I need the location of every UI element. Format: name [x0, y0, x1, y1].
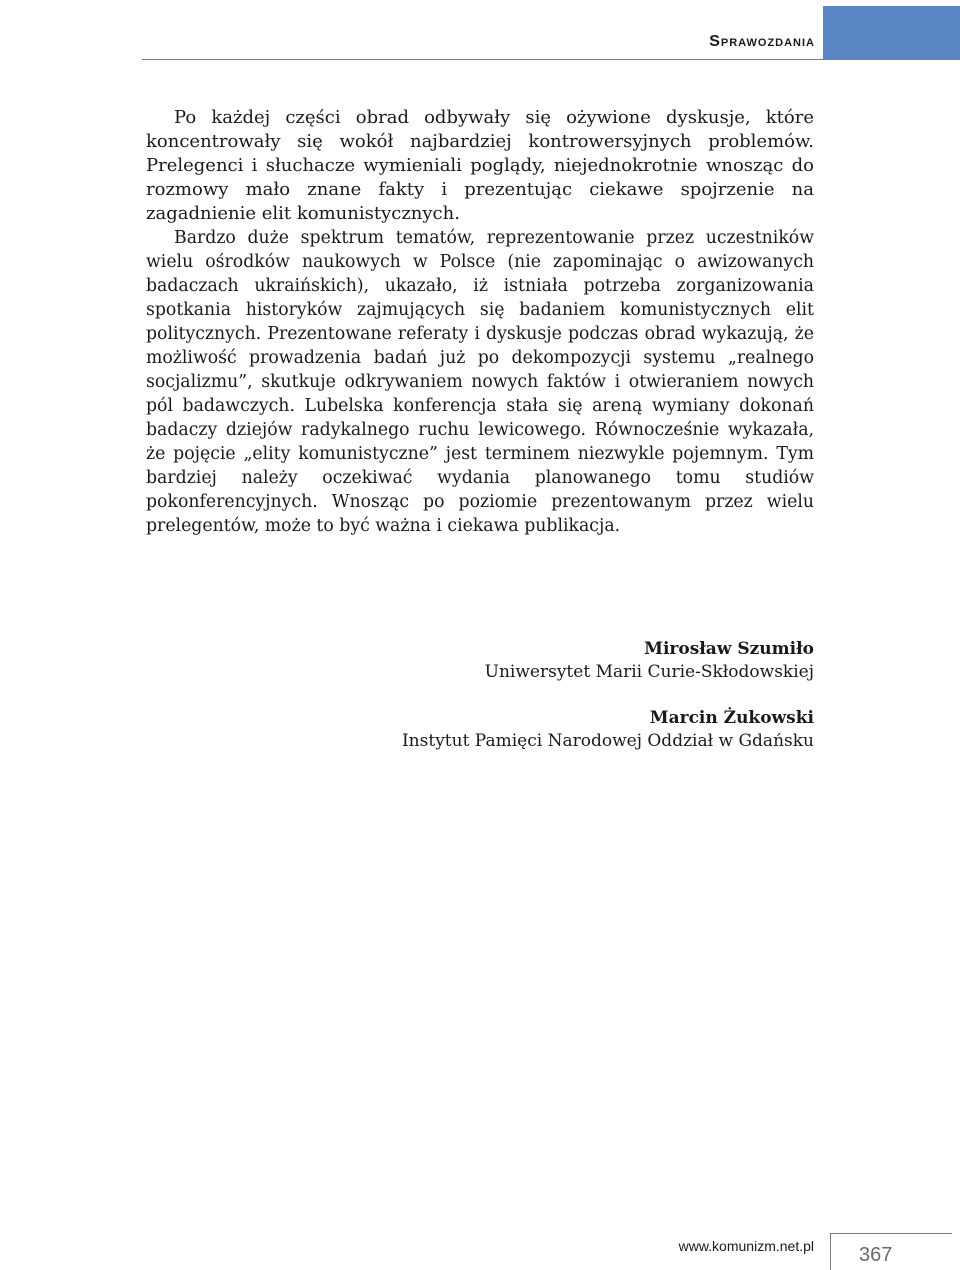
author-name: Marcin Żukowski	[649, 708, 814, 728]
signature-block	[254, 638, 814, 684]
article-body	[146, 106, 814, 538]
paragraph: Po każdej części obrad odbywały się ożywione dyskusje, które koncentrowały się wokół najbardziej kontrowersyjnych problemów. Prelegenci i słuchacze wymieniali poglądy, niejednokrotnie wnosząc do rozmowy mało znane fakty i prezentując ciekawe spojrzenie na zagadnienie elit komunistycznych.	[146, 107, 814, 224]
page-number-box	[830, 1233, 952, 1270]
author-affiliation: Uniwersytet Marii Curie-Skłodowskiej	[484, 662, 814, 682]
section-title: Sprawozdania	[709, 33, 815, 50]
header-divider	[142, 59, 960, 60]
header-accent-block	[823, 6, 960, 59]
signature-block	[254, 707, 814, 753]
paragraph: Bardzo duże spektrum tematów, reprezentowanie przez uczestników wielu ośrodków naukowych w Polsce (nie zapominając o awizowanych badaczach ukraińskich), ukazało, iż istniała potrzeba zorganizowania spotkania historyków zajmujących się badaniem komunistycznych elit politycznych. Prezentowane referaty i dyskusje podczas obrad wykazują, że możliwość prowadzenia badań już po dekompozycji systemu „realnego socjalizmu”, skutkuje odkrywaniem nowych faktów i otwieraniem nowych pól badawczych. Lubelska konferencja stała się areną wymiany dokonań badaczy dziejów radykalnego ruchu lewicowego. Równocześnie wykazała, że pojęcie „elity komunistyczne” jest terminem niezwykle pojemnym. Tym bardziej należy oczekiwać wydania planowanego tomu studiów pokonferencyjnych. Wnosząc po poziomie prezentowanym przez wielu prelegentów, może to być ważna i ciekawa publikacja.	[146, 228, 814, 536]
author-affiliation: Instytut Pamięci Narodowej Oddział w Gdańsku	[401, 731, 814, 751]
author-name: Mirosław Szumiło	[644, 639, 814, 659]
page-number: 367	[859, 1244, 893, 1266]
footer-url[interactable]: www.komunizm.net.pl	[678, 1238, 814, 1254]
